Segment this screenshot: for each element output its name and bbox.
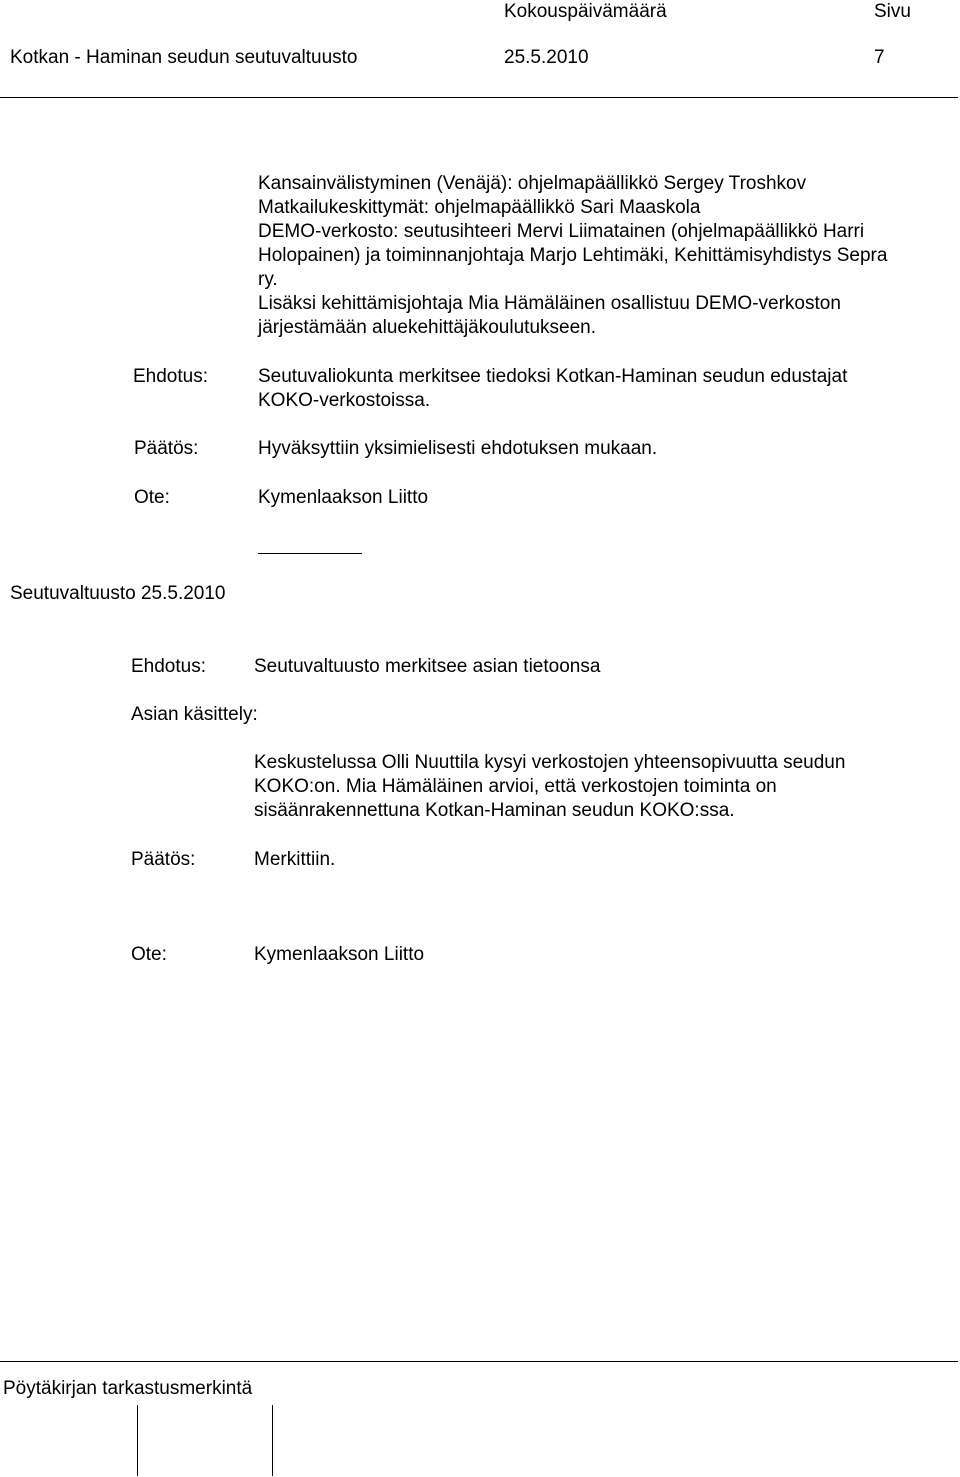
intro-line: DEMO-verkosto: seutusihteeri Mervi Liimatainen (ohjelmapäällikkö Harri bbox=[258, 221, 865, 242]
section2-ehdotus-text: Seutuvaltuusto merkitsee asian tietoonsa bbox=[254, 656, 601, 677]
section-end-rule bbox=[258, 553, 362, 554]
section2-kasittely-text bbox=[254, 751, 958, 823]
intro-line: Holopainen) ja toiminnanjohtaja Marjo Lehtimäki, Kehittämisyhdistys Sepra bbox=[258, 245, 888, 266]
section2-heading: Seutuvaltuusto 25.5.2010 bbox=[10, 583, 226, 604]
section1-ote-text: Kymenlaakson Liitto bbox=[258, 487, 429, 508]
section1-ote-label: Ote: bbox=[134, 487, 170, 508]
section2-ehdotus-label: Ehdotus: bbox=[131, 656, 206, 677]
header-page-column-label: Sivu bbox=[874, 1, 911, 22]
section1-ehdotus-text bbox=[258, 365, 958, 413]
section2-paatos-text: Merkittiin. bbox=[254, 849, 336, 870]
ehdotus-line: Seutuvaliokunta merkitsee tiedoksi Kotkan-Haminan seudun edustajat bbox=[258, 366, 848, 387]
header-date: 25.5.2010 bbox=[504, 47, 589, 68]
signature-divider bbox=[272, 1405, 273, 1476]
section2-paatos-label: Päätös: bbox=[131, 849, 196, 870]
section1-paatos-label: Päätös: bbox=[134, 438, 199, 459]
header-date-column-label: Kokouspäivämäärä bbox=[504, 1, 667, 22]
kasittely-line: sisäänrakennettuna Kotkan-Haminan seudun KOKO:ssa. bbox=[254, 800, 735, 821]
ehdotus-line: KOKO-verkostoissa. bbox=[258, 390, 431, 411]
section1-paatos-text: Hyväksyttiin yksimielisesti ehdotuksen mukaan. bbox=[258, 438, 658, 459]
intro-line: Kansainvälistyminen (Venäjä): ohjelmapäällikkö Sergey Troshkov bbox=[258, 173, 807, 194]
inspection-label: Pöytäkirjan tarkastusmerkintä bbox=[3, 1378, 253, 1399]
intro-line: ry. bbox=[258, 269, 278, 290]
section1-intro bbox=[258, 172, 958, 340]
intro-line: Matkailukeskittymät: ohjelmapäällikkö Sari Maaskola bbox=[258, 197, 701, 218]
section2-ote-label: Ote: bbox=[131, 944, 167, 965]
header-divider bbox=[0, 97, 958, 98]
intro-line: Lisäksi kehittämisjohtaja Mia Hämäläinen osallistuu DEMO-verkoston bbox=[258, 293, 841, 314]
signature-divider bbox=[137, 1405, 138, 1476]
intro-line: järjestämään aluekehittäjäkoulutukseen. bbox=[258, 317, 596, 338]
kasittely-line: KOKO:on. Mia Hämäläinen arvioi, että verkostojen toiminta on bbox=[254, 776, 777, 797]
section1-ehdotus-label: Ehdotus: bbox=[133, 366, 208, 387]
kasittely-line: Keskustelussa Olli Nuuttila kysyi verkostojen yhteensopivuutta seudun bbox=[254, 752, 846, 773]
section2-kasittely-label: Asian käsittely: bbox=[131, 704, 258, 725]
section2-ote-text: Kymenlaakson Liitto bbox=[254, 944, 425, 965]
header-organization: Kotkan - Haminan seudun seutuvaltuusto bbox=[10, 47, 358, 68]
header-page-number: 7 bbox=[874, 47, 885, 68]
